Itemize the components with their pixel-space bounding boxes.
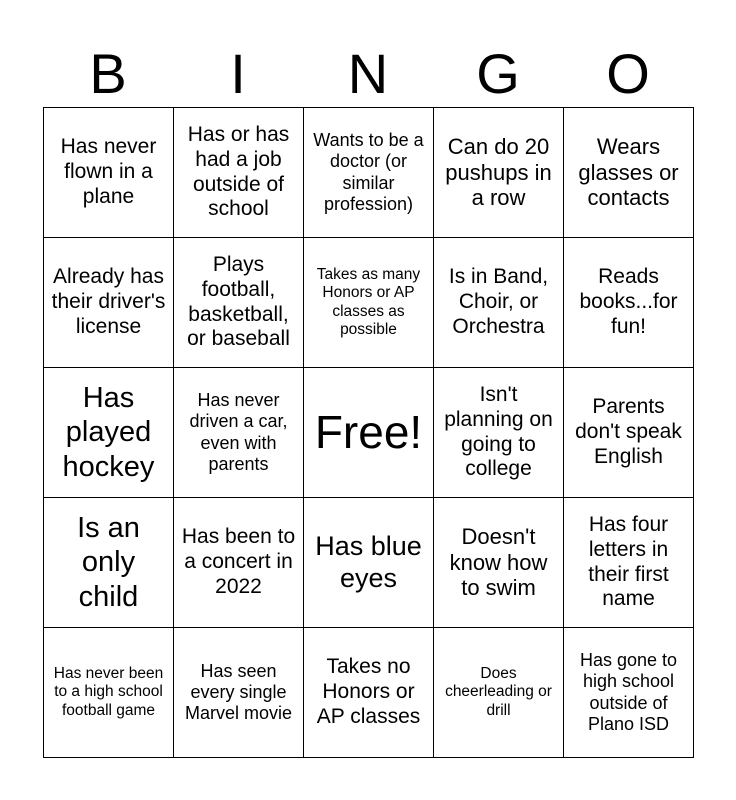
header-letter-b: B — [89, 42, 127, 105]
board-row — [44, 498, 694, 628]
bingo-cell[interactable]: Has been to a concert in 2022 — [174, 498, 304, 628]
bingo-cell[interactable]: Isn't planning on going to college — [434, 368, 564, 498]
bingo-cell[interactable]: Wants to be a doctor (or similar profession) — [304, 108, 434, 238]
bingo-cell[interactable]: Has seen every single Marvel movie — [174, 628, 304, 758]
bingo-cell[interactable]: Is an only child — [44, 498, 174, 628]
bingo-cell[interactable]: Is in Band, Choir, or Orchestra — [434, 238, 564, 368]
bingo-cell[interactable]: Has or has had a job outside of school — [174, 108, 304, 238]
header-letter-o: O — [606, 42, 650, 105]
header-letter-g: G — [476, 42, 520, 105]
bingo-cell[interactable]: Reads books...for fun! — [564, 238, 694, 368]
bingo-cell[interactable]: Has four letters in their first name — [564, 498, 694, 628]
board-row — [44, 238, 694, 368]
board-row — [44, 628, 694, 758]
bingo-cell[interactable]: Has gone to high school outside of Plano ISD — [564, 628, 694, 758]
board-row — [44, 368, 694, 498]
bingo-cell[interactable]: Has blue eyes — [304, 498, 434, 628]
header-letter-n: N — [347, 42, 389, 105]
bingo-header — [43, 40, 693, 108]
header-letter-i: I — [230, 42, 246, 105]
bingo-cell[interactable]: Has never driven a car, even with parents — [174, 368, 304, 498]
bingo-cell[interactable]: Has never flown in a plane — [44, 108, 174, 238]
bingo-cell[interactable]: Parents don't speak English — [564, 368, 694, 498]
bingo-cell[interactable]: Has played hockey — [44, 368, 174, 498]
bingo-cell[interactable]: Does cheerleading or drill — [434, 628, 564, 758]
bingo-cell[interactable]: Already has their driver's license — [44, 238, 174, 368]
bingo-cell[interactable]: Wears glasses or contacts — [564, 108, 694, 238]
bingo-cell[interactable]: Can do 20 pushups in a row — [434, 108, 564, 238]
bingo-cell[interactable]: Takes no Honors or AP classes — [304, 628, 434, 758]
free-space[interactable]: Free! — [304, 368, 434, 498]
board-row — [44, 108, 694, 238]
bingo-cell[interactable]: Has never been to a high school football game — [44, 628, 174, 758]
bingo-cell[interactable]: Plays football, basketball, or baseball — [174, 238, 304, 368]
bingo-cell[interactable]: Doesn't know how to swim — [434, 498, 564, 628]
bingo-board — [43, 107, 694, 758]
bingo-cell[interactable]: Takes as many Honors or AP classes as possible — [304, 238, 434, 368]
